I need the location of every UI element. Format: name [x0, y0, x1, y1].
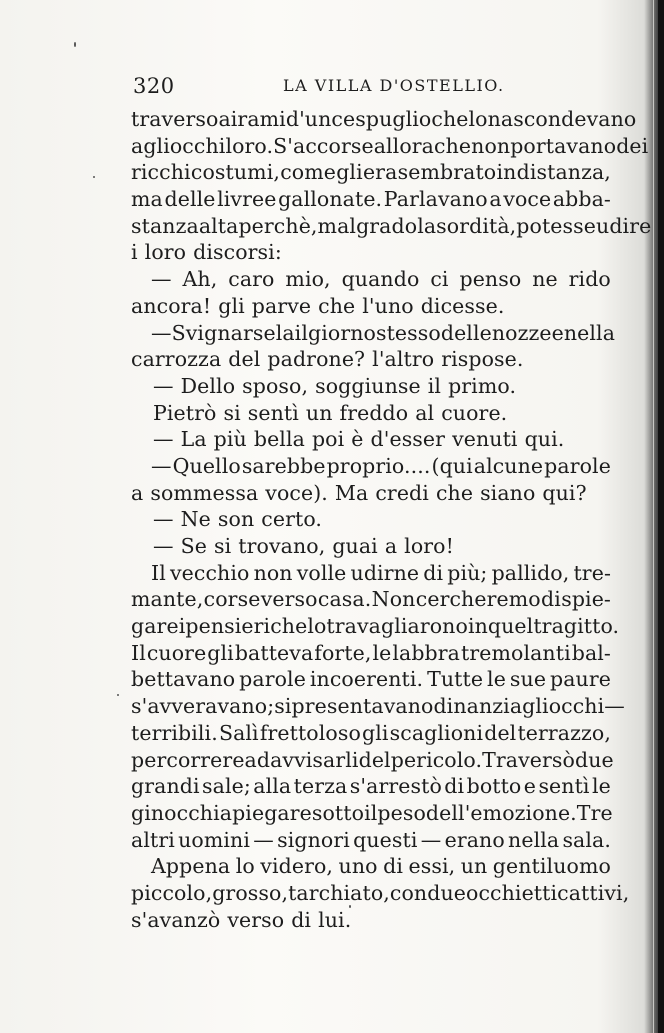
- page-edge-line: [653, 0, 654, 1033]
- text-line: i loro discorsi:: [131, 240, 282, 265]
- paper-speck: [349, 905, 351, 908]
- running-title: LA VILLA D'OSTELLIO.: [283, 76, 505, 95]
- text-line: bettavano parole incoerenti. Tutte le sue paure: [131, 667, 611, 692]
- text-line: ginocchia piegare sotto il peso dell'emozione. Tre: [131, 800, 613, 825]
- text-line: terribili. Salì frettoloso gli scaglioni del terrazzo,: [131, 720, 611, 745]
- text-line: Pietrò si sentì un freddo al cuore.: [153, 400, 508, 425]
- text-line: piccolo, grosso, tarchiato, con due occhietti cattivi,: [131, 880, 630, 905]
- text-line: Appena lo videro, uno di essi, un gentiluomo: [151, 854, 611, 879]
- text-line: — Ah, caro mio, quando ci penso ne rido: [151, 267, 611, 292]
- text-line: per correre ad avvisarli del pericolo. Traversò due: [131, 747, 614, 772]
- text-line: a sommessa voce). Ma credi che siano qui?: [131, 480, 587, 505]
- page-edge-shadow: [658, 0, 664, 1033]
- text-line: — Quello sarebbe proprio.... (qui alcune parole: [151, 453, 611, 478]
- paper-speck: [117, 694, 119, 696]
- text-line: s'avveravano; si presentavano dinanzi agli occhi —: [131, 694, 625, 719]
- text-line: Il vecchio non volle udirne di più; pallido, tre-: [151, 560, 611, 585]
- text-line: gare i pensieri che lo travagliarono in quel tragitto.: [131, 614, 620, 639]
- text-line: traverso ai rami d'un cespuglio che lo nascondevano: [131, 107, 637, 131]
- paper-speck: [74, 42, 76, 47]
- text-line: — La più bella poi è d'esser venuti qui.: [153, 427, 565, 452]
- text-line: grandi sale; alla terza s'arrestò di botto e sentì le: [131, 774, 611, 799]
- text-line: s'avanzò verso di lui.: [131, 907, 352, 932]
- text-line: — Ne son certo.: [153, 507, 323, 532]
- body-text: [131, 106, 652, 933]
- paper-speck: [93, 176, 95, 178]
- text-line: agli occhi loro. S'accorse allora che non portavano dei: [131, 133, 649, 158]
- text-line: mante, corse verso casa. Non cercheremo di spie-: [131, 587, 611, 612]
- text-line: — Svignarsela il giorno stesso delle nozze e nella: [151, 320, 616, 345]
- text-line: — Dello sposo, soggiunse il primo.: [153, 373, 517, 398]
- text-line: — Se si trovano, guai a loro!: [153, 534, 454, 558]
- text-line: altri uomini — signori questi — erano nella sala.: [131, 827, 611, 852]
- text-line: ricchi costumi, come gli era sembrato in distanza,: [131, 160, 611, 185]
- page-number: 320: [133, 74, 175, 98]
- running-head: [133, 74, 609, 102]
- text-line: ancora! gli parve che l'uno dicesse.: [131, 293, 505, 318]
- text-line: carrozza del padrone? l'altro rispose.: [131, 347, 524, 372]
- text-line: stanza alta perchè, malgrado la sordità, potesse udire: [131, 213, 652, 238]
- text-line: ma delle livree gallonate. Parlavano a voce abba-: [131, 187, 611, 212]
- text-line: Il cuore gli batteva forte, le labbra tremolanti bal-: [131, 640, 611, 665]
